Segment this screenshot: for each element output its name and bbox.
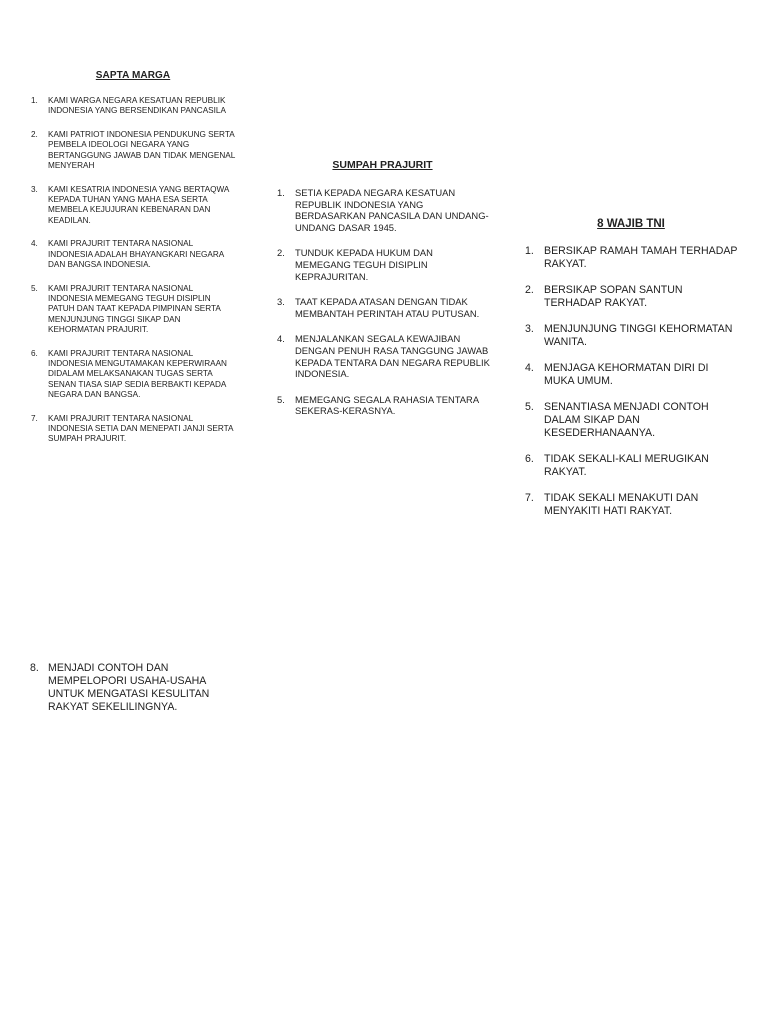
wajib-tni-continued-section	[28, 662, 243, 714]
item-number: 3.	[277, 296, 285, 308]
item-text: SETIA KEPADA NEGARA KESATUAN REPUBLIK INDONESIA YANG BERDASARKAN PANCASILA DAN UNDANG-UNDANG DASAR 1945.	[295, 187, 489, 233]
list-item	[522, 401, 740, 440]
item-text: KAMI PRAJURIT TENTARA NASIONAL INDONESIA MENGUTAMAKAN KEPERWIRAAN DIDALAM MELAKSANAKAN TUGAS SERTA SENAN TIASA SIAP SEDIA BERBAKTI KEPADA NEGARA DAN BANGSA.	[48, 348, 227, 400]
item-number: 3.	[31, 184, 38, 194]
sumpah-prajurit-title: SUMPAH PRAJURIT	[332, 159, 433, 171]
item-text: BERSIKAP RAMAH TAMAH TERHADAP RAKYAT.	[544, 245, 738, 270]
item-text: MENJUNJUNG TINGGI KEHORMATAN WANITA.	[544, 323, 733, 348]
item-text: KAMI PRAJURIT TENTARA NASIONAL INDONESIA ADALAH BHAYANGKARI NEGARA DAN BANGSA INDONESIA.	[48, 239, 224, 270]
item-number: 6.	[31, 348, 38, 358]
sapta-marga-title: SAPTA MARGA	[95, 70, 171, 81]
item-text: KAMI PATRIOT INDONESIA PENDUKUNG SERTA PEMBELA IDEOLOGI NEGARA YANG BERTANGGUNG JAWAB DAN TIDAK MENGENAL MENYERAH	[48, 130, 235, 170]
item-text: TAAT KEPADA ATASAN DENGAN TIDAK MEMBANTAH PERINTAH ATAU PUTUSAN.	[295, 296, 480, 319]
list-item	[28, 284, 238, 335]
list-item	[275, 394, 490, 417]
item-text: KAMI PRAJURIT TENTARA NASIONAL INDONESIA MEMEGANG TEGUH DISIPLIN PATUH DAN TAAT KEPADA PIMPINAN SERTA MENJUNJUNG TINGGI SIKAP DAN KEHORMATAN PRAJURIT.	[48, 283, 221, 335]
list-item	[28, 414, 238, 445]
item-number: 4.	[525, 362, 534, 374]
item-number: 1.	[31, 96, 38, 105]
wajib-tni-title: 8 WAJIB TNI	[597, 218, 665, 230]
list-item	[28, 239, 238, 270]
item-number: 8.	[30, 662, 39, 674]
item-number: 4.	[31, 239, 38, 249]
list-item	[522, 284, 740, 310]
item-text: MEMEGANG SEGALA RAHASIA TENTARA SEKERAS-KERASNYA.	[295, 393, 479, 417]
item-number: 2.	[277, 247, 285, 259]
item-number: 3.	[525, 323, 534, 335]
item-number: 6.	[525, 453, 534, 465]
list-item	[522, 492, 740, 518]
item-number: 1.	[525, 245, 534, 257]
item-text: KAMI WARGA NEGARA KESATUAN REPUBLIK INDONESIA YANG BERSENDIKAN PANCASILA	[48, 96, 226, 116]
list-item	[522, 245, 740, 271]
list-item	[275, 187, 490, 233]
item-number: 7.	[31, 413, 38, 423]
item-text: BERSIKAP SOPAN SANTUN TERHADAP RAKYAT.	[544, 284, 683, 309]
item-number: 5.	[31, 283, 38, 293]
sumpah-prajurit-list	[275, 187, 490, 417]
item-text: MENJADI CONTOH DAN MEMPELOPORI USAHA-USAHA UNTUK MENGATASI KESULITAN RAKYAT SEKELILINGNYA.	[48, 662, 210, 713]
item-text: TIDAK SEKALI MENAKUTI DAN MENYAKITI HATI RAKYAT.	[544, 492, 699, 517]
item-number: 2.	[525, 284, 534, 296]
wajib-tni-continued-list	[28, 662, 243, 714]
item-text: SENANTIASA MENJADI CONTOH DALAM SIKAP DAN KESEDERHANAANYA.	[544, 401, 709, 439]
item-number: 5.	[525, 401, 534, 413]
list-item	[28, 662, 243, 714]
wajib-tni-list	[522, 245, 740, 518]
list-item	[28, 130, 238, 171]
wajib-tni-section	[522, 218, 740, 531]
item-number: 5.	[277, 393, 285, 405]
item-text: TIDAK SEKALI-KALI MERUGIKAN RAKYAT.	[544, 453, 709, 478]
list-item	[522, 453, 740, 479]
item-text: MENJAGA KEHORMATAN DIRI DI MUKA UMUM.	[544, 362, 709, 387]
sapta-marga-section	[28, 70, 238, 458]
list-item	[28, 185, 238, 226]
item-number: 7.	[525, 492, 534, 504]
list-item	[522, 362, 740, 388]
list-item	[28, 96, 238, 117]
list-item	[275, 296, 490, 319]
item-text: KAMI PRAJURIT TENTARA NASIONAL INDONESIA SETIA DAN MENEPATI JANJI SERTA SUMPAH PRAJURIT.	[48, 413, 234, 444]
list-item	[28, 349, 238, 400]
item-text: KAMI KESATRIA INDONESIA YANG BERTAQWA KEPADA TUHAN YANG MAHA ESA SERTA MEMBELA KEJUJURAN KEBENARAN DAN KEADILAN.	[48, 184, 229, 225]
list-item	[275, 247, 490, 282]
item-number: 1.	[277, 187, 285, 198]
sapta-marga-list	[28, 96, 238, 445]
item-text: MENJALANKAN SEGALA KEWAJIBAN DENGAN PENUH RASA TANGGUNG JAWAB KEPADA TENTARA DAN NEGARA REPUBLIK INDONESIA.	[295, 333, 490, 380]
sumpah-prajurit-section	[275, 159, 490, 431]
list-item	[522, 323, 740, 349]
item-number: 4.	[277, 333, 285, 345]
item-text: TUNDUK KEPADA HUKUM DAN MEMEGANG TEGUH DISIPLIN KEPRAJURITAN.	[295, 247, 433, 282]
item-number: 2.	[31, 130, 38, 140]
list-item	[275, 333, 490, 379]
